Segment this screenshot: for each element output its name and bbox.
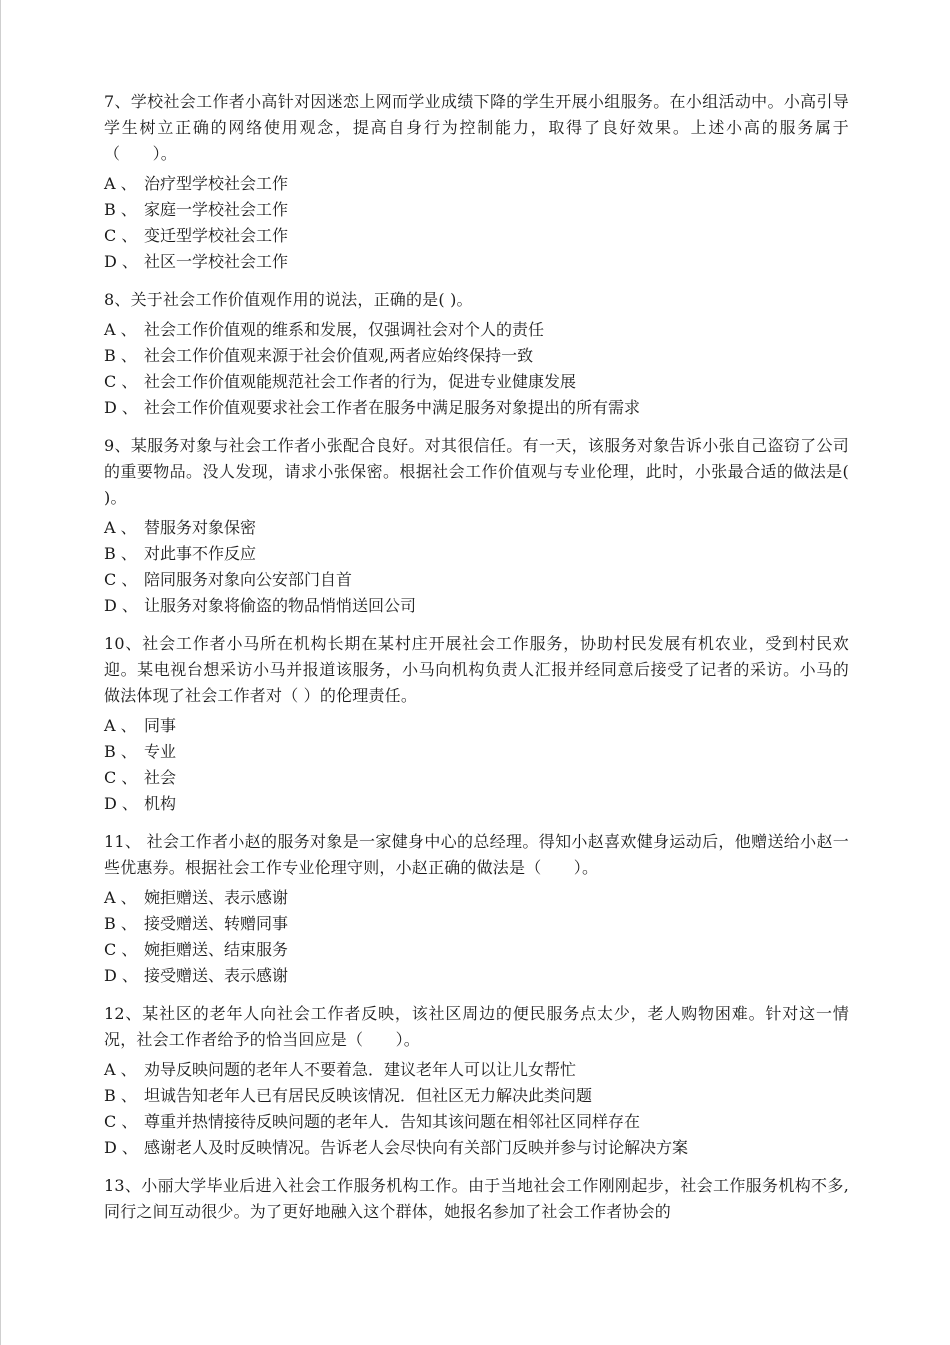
option-letter: C 、 <box>104 940 138 959</box>
question-stem: 8、关于社会工作价值观作用的说法，正确的是( )。 <box>104 290 473 309</box>
option-letter: D 、 <box>104 596 138 615</box>
option-letter: B 、 <box>104 200 137 219</box>
answer-option <box>104 885 849 911</box>
option-text: 劝导反映问题的老年人不要着急．建议老年人可以让儿女帮忙 <box>144 1060 577 1079</box>
answer-option <box>104 911 849 937</box>
answer-option <box>104 739 849 765</box>
answer-option <box>104 1109 849 1135</box>
option-text: 社会工作价值观能规范社会工作者的行为，促进专业健康发展 <box>144 372 577 391</box>
option-text: 对此事不作反应 <box>144 544 257 563</box>
option-text: 婉拒赠送、结束服务 <box>144 940 289 959</box>
answer-option <box>104 937 849 963</box>
answer-option <box>104 249 849 275</box>
answer-option <box>104 223 849 249</box>
option-text: 家庭一学校社会工作 <box>144 200 289 219</box>
option-letter: B 、 <box>104 1086 137 1105</box>
option-letter: A 、 <box>104 716 137 735</box>
option-letter: C 、 <box>104 1112 138 1131</box>
option-letter: A 、 <box>104 1060 137 1079</box>
question-block <box>104 433 849 619</box>
option-text: 让服务对象将偷盗的物品悄悄送回公司 <box>144 596 417 615</box>
answer-option <box>104 963 849 989</box>
option-letter: C 、 <box>104 372 138 391</box>
option-letter: A 、 <box>104 888 137 907</box>
option-text: 同事 <box>144 716 177 735</box>
option-letter: D 、 <box>104 1138 138 1157</box>
answer-option <box>104 171 849 197</box>
option-text: 尊重并热情接待反映问题的老年人．告知其该问题在相邻社区同样存在 <box>144 1112 641 1131</box>
option-text: 坦诚告知老年人已有居民反映该情况．但社区无力解决此类问题 <box>144 1086 593 1105</box>
option-text: 替服务对象保密 <box>144 518 257 537</box>
answer-option <box>104 395 849 421</box>
question-block <box>104 829 849 989</box>
answer-option <box>104 1057 849 1083</box>
question-block <box>104 287 849 421</box>
option-text: 变迁型学校社会工作 <box>144 226 289 245</box>
question-stem: 11、 社会工作者小赵的服务对象是一家健身中心的总经理。得知小赵喜欢健身运动后，他赠送给小赵一些优惠券。根据社会工作专业伦理守则，小赵正确的做法是（ ）。 <box>104 832 849 877</box>
option-text: 陪同服务对象向公安部门自首 <box>144 570 353 589</box>
option-letter: C 、 <box>104 768 138 787</box>
answer-option <box>104 343 849 369</box>
answer-option <box>104 197 849 223</box>
option-letter: A 、 <box>104 174 137 193</box>
option-letter: D 、 <box>104 966 138 985</box>
answer-option <box>104 317 849 343</box>
question-list <box>104 89 849 1237</box>
answer-option <box>104 1135 849 1161</box>
option-text: 社会工作价值观的维系和发展，仅强调社会对个人的责任 <box>144 320 545 339</box>
option-letter: B 、 <box>104 742 137 761</box>
answer-option <box>104 791 849 817</box>
answer-option <box>104 541 849 567</box>
option-letter: D 、 <box>104 794 138 813</box>
option-text: 社会 <box>144 768 177 787</box>
option-letter: A 、 <box>104 518 137 537</box>
option-text: 社会工作价值观来源于社会价值观,两者应始终保持一致 <box>144 346 534 365</box>
answer-option <box>104 1083 849 1109</box>
option-letter: D 、 <box>104 398 138 417</box>
answer-option <box>104 713 849 739</box>
question-block <box>104 1173 849 1225</box>
option-text: 社区一学校社会工作 <box>144 252 289 271</box>
option-text: 感谢老人及时反映情况。告诉老人会尽快向有关部门反映并参与讨论解决方案 <box>144 1138 689 1157</box>
question-stem: 13、小丽大学毕业后进入社会工作服务机构工作。由于当地社会工作刚刚起步，社会工作服务机构不多,同行之间互动很少。为了更好地融入这个群体，她报名参加了社会工作者协会的 <box>104 1176 849 1221</box>
option-letter: A 、 <box>104 320 137 339</box>
answer-option <box>104 765 849 791</box>
option-text: 治疗型学校社会工作 <box>144 174 289 193</box>
option-text: 接受赠送、表示感谢 <box>144 966 289 985</box>
answer-option <box>104 515 849 541</box>
question-block <box>104 1001 849 1161</box>
option-text: 专业 <box>144 742 177 761</box>
option-letter: B 、 <box>104 914 137 933</box>
option-letter: B 、 <box>104 346 137 365</box>
option-letter: C 、 <box>104 570 138 589</box>
option-text: 接受赠送、转赠同事 <box>144 914 289 933</box>
option-text: 机构 <box>144 794 177 813</box>
question-stem: 7、学校社会工作者小高针对因迷恋上网而学业成绩下降的学生开展小组服务。在小组活动中。小高引导学生树立正确的网络使用观念，提高自身行为控制能力，取得了良好效果。上述小高的服务属于（ ）。 <box>104 92 849 163</box>
question-stem: 12、某社区的老年人向社会工作者反映，该社区周边的便民服务点太少，老人购物困难。针对这一情况，社会工作者给予的恰当回应是（ ）。 <box>104 1004 849 1049</box>
question-stem: 10、社会工作者小马所在机构长期在某村庄开展社会工作服务，协助村民发展有机农业，受到村民欢迎。某电视台想采访小马并报道该服务，小马向机构负责人汇报并经同意后接受了记者的采访。小马的做法体现了社会工作者对（ ）的伦理责任。 <box>104 634 849 705</box>
question-block <box>104 89 849 275</box>
answer-option <box>104 567 849 593</box>
option-text: 婉拒赠送、表示感谢 <box>144 888 289 907</box>
option-letter: B 、 <box>104 544 137 563</box>
option-text: 社会工作价值观要求社会工作者在服务中满足服务对象提出的所有需求 <box>144 398 641 417</box>
option-letter: C 、 <box>104 226 138 245</box>
answer-option <box>104 593 849 619</box>
question-block <box>104 631 849 817</box>
question-stem: 9、某服务对象与社会工作者小张配合良好。对其很信任。有一天，该服务对象告诉小张自己盗窃了公司的重要物品。没人发现，请求小张保密。根据社会工作价值观与专业伦理，此时，小张最合适的做法是( )。 <box>104 436 849 507</box>
option-letter: D 、 <box>104 252 138 271</box>
answer-option <box>104 369 849 395</box>
